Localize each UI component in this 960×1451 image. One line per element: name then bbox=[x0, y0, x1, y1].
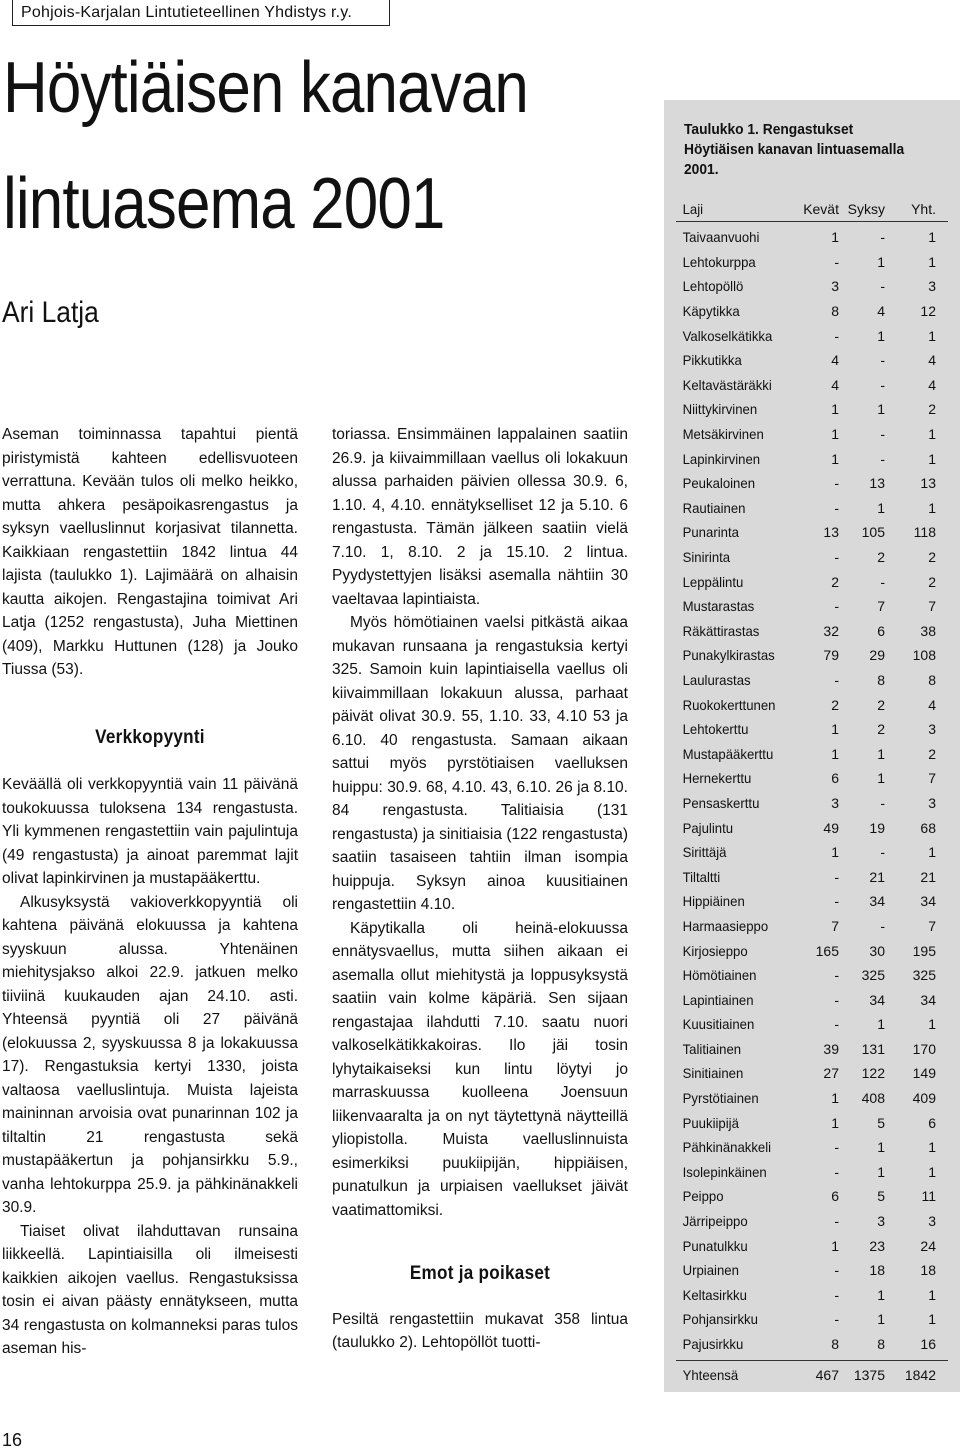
autumn-count: 408 bbox=[861, 1090, 885, 1107]
table-row bbox=[676, 766, 948, 791]
total-count: 2 bbox=[928, 549, 936, 566]
species-name: Pähkinänakkeli bbox=[682, 1139, 772, 1156]
autumn-count: - bbox=[880, 229, 885, 246]
species-name: Sirittäjä bbox=[682, 844, 727, 861]
spring-count: 79 bbox=[823, 647, 839, 664]
species-name: Räkättirastas bbox=[682, 622, 760, 639]
autumn-count: 1 bbox=[877, 327, 885, 344]
spring-count: - bbox=[834, 1016, 839, 1033]
autumn-count: 122 bbox=[861, 1065, 885, 1082]
spring-count: - bbox=[834, 475, 839, 492]
species-name: Hömötiainen bbox=[682, 967, 757, 984]
table-body bbox=[676, 225, 948, 1356]
total-count: 149 bbox=[912, 1065, 936, 1082]
table-row bbox=[676, 250, 948, 275]
total-count: 2 bbox=[928, 745, 936, 762]
species-name: Hernekerttu bbox=[682, 770, 752, 787]
table-row bbox=[676, 1160, 948, 1185]
species-name: Punarinta bbox=[682, 524, 739, 541]
total-count: 12 bbox=[920, 303, 936, 320]
species-name: Lehtokurppa bbox=[682, 253, 756, 270]
table-row bbox=[676, 1307, 948, 1332]
autumn-count: - bbox=[880, 352, 885, 369]
total-count: 1 bbox=[928, 1163, 936, 1180]
species-name: Leppälintu bbox=[682, 573, 744, 590]
table-row bbox=[676, 1233, 948, 1258]
species-name: Lapintiainen bbox=[682, 991, 754, 1008]
species-name: Sinitiainen bbox=[682, 1065, 744, 1082]
spring-count: 1 bbox=[831, 1090, 839, 1107]
article-title-line-2: lintuasema 2001 bbox=[3, 164, 445, 244]
total-count: 170 bbox=[912, 1040, 936, 1057]
autumn-count: 7 bbox=[877, 598, 885, 615]
spring-count: 27 bbox=[823, 1065, 839, 1082]
species-name: Punatulkku bbox=[682, 1237, 748, 1254]
autumn-count: 8 bbox=[877, 1336, 885, 1353]
total-count: 4 bbox=[928, 696, 936, 713]
table-row bbox=[676, 643, 948, 668]
total-count: 1 bbox=[928, 426, 936, 443]
autumn-count: 325 bbox=[861, 967, 885, 984]
total-count: 34 bbox=[920, 893, 936, 910]
spring-count: - bbox=[834, 671, 839, 688]
autumn-count: 5 bbox=[877, 1188, 885, 1205]
spring-count: 3 bbox=[831, 278, 839, 295]
paragraph: toriassa. Ensimmäinen lappalainen saatiin 26.9. ja kiivaimmillaan vaellus oli lokakuun alussa parhaiden päivien ollessa 30.9. 6, 1.10. 4, 4.10. ennätykselliset 12 ja 5.10. 6 rengastusta. Tämän jälkeen saatiin vielä 7.10. 1, 8.10. 2 ja 15.10. 2 lintua. Pyydystettyjen lisäksi asemalla nähtiin 30 vaeltavaa lapintiaista. bbox=[332, 426, 628, 608]
spring-count: 8 bbox=[831, 303, 839, 320]
total-count: 1 bbox=[928, 450, 936, 467]
autumn-count: 5 bbox=[877, 1114, 885, 1131]
spring-count: 6 bbox=[831, 1188, 839, 1205]
section-heading-emot-ja-poikaset: Emot ja poikaset bbox=[409, 1263, 551, 1284]
autumn-count: 1 bbox=[877, 1163, 885, 1180]
spring-count: 165 bbox=[815, 942, 839, 959]
total-count: 18 bbox=[920, 1262, 936, 1279]
species-name: Sinirinta bbox=[682, 549, 731, 566]
table-row bbox=[676, 397, 948, 422]
species-name: Pikkutikka bbox=[682, 352, 742, 369]
autumn-count: 2 bbox=[877, 696, 885, 713]
total-count: 6 bbox=[928, 1114, 936, 1131]
table-row bbox=[676, 323, 948, 348]
species-name: Peukaloinen bbox=[682, 475, 756, 492]
table-row bbox=[676, 914, 948, 939]
species-name: Peippo bbox=[682, 1188, 724, 1205]
total-count: 1 bbox=[928, 229, 936, 246]
spring-count: - bbox=[834, 549, 839, 566]
header-kevat: Kevät bbox=[803, 201, 839, 217]
total-count: 1 bbox=[928, 327, 936, 344]
total-count: 3 bbox=[928, 721, 936, 738]
header-syksy: Syksy bbox=[847, 201, 885, 217]
header-laji: Laji bbox=[682, 201, 704, 217]
species-name: Käpytikka bbox=[682, 303, 740, 320]
total-syksy: 1375 bbox=[853, 1366, 885, 1383]
total-count: 13 bbox=[920, 475, 936, 492]
species-name: Harmaasieppo bbox=[682, 917, 769, 934]
autumn-count: 3 bbox=[877, 1213, 885, 1230]
header-yht: Yht. bbox=[911, 201, 936, 217]
autumn-count: 21 bbox=[869, 868, 885, 885]
table-row bbox=[676, 471, 948, 496]
autumn-count: 2 bbox=[877, 721, 885, 738]
table-row bbox=[676, 422, 948, 447]
spring-count: 3 bbox=[831, 794, 839, 811]
species-name: Puukiipijä bbox=[682, 1114, 739, 1131]
spring-count: 32 bbox=[823, 622, 839, 639]
species-name: Järripeippo bbox=[682, 1213, 748, 1230]
total-count: 325 bbox=[912, 967, 936, 984]
total-yht: 1842 bbox=[904, 1366, 936, 1383]
total-count: 16 bbox=[920, 1336, 936, 1353]
table-row bbox=[676, 840, 948, 865]
autumn-count: 18 bbox=[869, 1262, 885, 1279]
total-count: 38 bbox=[920, 622, 936, 639]
spring-count: - bbox=[834, 598, 839, 615]
total-count: 8 bbox=[928, 671, 936, 688]
species-name: Pyrstötiainen bbox=[682, 1090, 759, 1107]
table-row bbox=[676, 815, 948, 840]
spring-count: 1 bbox=[831, 1114, 839, 1131]
species-name: Niittykirvinen bbox=[682, 401, 758, 418]
autumn-count: 23 bbox=[869, 1237, 885, 1254]
species-name: Mustapääkerttu bbox=[682, 745, 774, 762]
article-column-1 bbox=[2, 423, 298, 1361]
total-count: 1 bbox=[928, 1311, 936, 1328]
spring-count: - bbox=[834, 1262, 839, 1279]
autumn-count: 1 bbox=[877, 1016, 885, 1033]
total-count: 7 bbox=[928, 917, 936, 934]
autumn-count: 1 bbox=[877, 745, 885, 762]
table-row bbox=[676, 496, 948, 521]
total-count: 3 bbox=[928, 278, 936, 295]
spring-count: - bbox=[834, 868, 839, 885]
total-count: 409 bbox=[912, 1090, 936, 1107]
autumn-count: - bbox=[880, 917, 885, 934]
total-count: 1 bbox=[928, 844, 936, 861]
autumn-count: - bbox=[880, 450, 885, 467]
paragraph: Tiaiset olivat ilahduttavan runsaina liikkeellä. Lapintiaisilla oli ilmeisesti kaikkien aikojen vaellus. Rengastuksissa tosin ei aivan päästy ennätykseen, mutta 34 rengastusta on kolmanneksi paras tulos aseman his- bbox=[2, 1222, 298, 1357]
article-title-line-1: Höytiäisen kanavan bbox=[3, 48, 528, 128]
species-name: Mustarastas bbox=[682, 598, 755, 615]
article-column-2 bbox=[332, 423, 628, 1355]
autumn-count: 34 bbox=[869, 991, 885, 1008]
species-name: Urpiainen bbox=[682, 1262, 739, 1279]
autumn-count: 8 bbox=[877, 671, 885, 688]
total-count: 1 bbox=[928, 253, 936, 270]
table-row bbox=[676, 987, 948, 1012]
total-count: 21 bbox=[920, 868, 936, 885]
spring-count: - bbox=[834, 991, 839, 1008]
table-row bbox=[676, 520, 948, 545]
autumn-count: 105 bbox=[861, 524, 885, 541]
table-row bbox=[676, 569, 948, 594]
spring-count: - bbox=[834, 1311, 839, 1328]
spring-count: 1 bbox=[831, 229, 839, 246]
paragraph: Käpytikalla oli heinä-elokuussa ennätysvaellus, mutta siihen aikaan ei asemalla ollut miehitystä ja loppusyksystä saatiin vain kolme käpäriä. Sen sijaan rengastajaa ilahdutti 7.10. saatu nuori valkoselkätikkakoiras. Ilo jäi tosin lyhytaikaiseksi kun lintu löytyi jo marraskuussa kuolleena Joensuun liikenvaaralta ja on nyt täytettynä näytteillä yliopistolla. Muista vaelluslinnuista esimerkiksi puukiipijän, hippiäisen, punatulkun ja urpiaisen vaellukset jäivät vaatimattomiksi. bbox=[332, 919, 628, 1219]
table-caption: Taulukko 1. Rengastukset Höytiäisen kanavan lintuasemalla 2001. bbox=[684, 121, 905, 178]
table-row bbox=[676, 619, 948, 644]
total-count: 4 bbox=[928, 376, 936, 393]
spring-count: 1 bbox=[831, 401, 839, 418]
paragraph: Alkusyksystä vakioverkkopyyntiä oli kahtena päivänä elokuussa ja kahtena syyskuun alussa. Yhtenäinen miehitysjakso alkoi 22.9. jatkuen melko tiiviinä kuukauden ajan 24.10. asti. Yhteensä pyyntiä oli 27 päivänä (elokuussa 2, syyskuussa 8 ja lokakuussa 17). Rengastuksia kertyi 1330, joista valtaosa vaelluslintuja. Muista lajeista maininnan arvoisia ovat punarinnan 102 ja tiltaltin 21 rengastusta sekä mustapääkertun ja pohjansirkku 5.9., vanha lehtokurppa 25.9. ja pähkinänakkeli 30.9. bbox=[2, 893, 298, 1216]
ringing-table bbox=[676, 197, 948, 1388]
table-row bbox=[676, 692, 948, 717]
species-name: Hippiäinen bbox=[682, 893, 745, 910]
table-row bbox=[676, 668, 948, 693]
table-row bbox=[676, 864, 948, 889]
autumn-count: - bbox=[880, 794, 885, 811]
total-count: 4 bbox=[928, 352, 936, 369]
spring-count: 4 bbox=[831, 352, 839, 369]
total-count: 1 bbox=[928, 1139, 936, 1156]
spring-count: - bbox=[834, 253, 839, 270]
species-name: Laulurastas bbox=[682, 671, 751, 688]
species-name: Kuusitiainen bbox=[682, 1016, 755, 1033]
table-row bbox=[676, 1110, 948, 1135]
species-name: Keltasirkku bbox=[682, 1286, 747, 1303]
spring-count: 7 bbox=[831, 917, 839, 934]
paragraph: Pesiltä rengastettiin mukavat 358 lintua (taulukko 2). Lehtopöllöt tuotti- bbox=[332, 1310, 628, 1351]
paragraph: Keväällä oli verkkopyyntiä vain 11 päivänä toukokuussa tuloksena 134 rengastusta. Yli kymmenen rengastettiin vain pajulintuja (49 rengastusta) ja ainoat paremmat lajit olivat lapinkirvinen ja mustapääkerttu. bbox=[2, 776, 298, 887]
total-count: 34 bbox=[920, 991, 936, 1008]
autumn-count: 1 bbox=[877, 770, 885, 787]
table-row bbox=[676, 1037, 948, 1062]
table-row bbox=[676, 545, 948, 570]
table-row bbox=[676, 1184, 948, 1209]
table-row bbox=[676, 938, 948, 963]
table-row bbox=[676, 1332, 948, 1357]
total-count: 1 bbox=[928, 1286, 936, 1303]
total-count: 68 bbox=[920, 819, 936, 836]
autumn-count: 1 bbox=[877, 401, 885, 418]
total-count: 3 bbox=[928, 1213, 936, 1230]
spring-count: 13 bbox=[823, 524, 839, 541]
table-row bbox=[676, 1135, 948, 1160]
autumn-count: 1 bbox=[877, 1311, 885, 1328]
table-row bbox=[676, 446, 948, 471]
autumn-count: 19 bbox=[869, 819, 885, 836]
total-count: 11 bbox=[921, 1188, 936, 1205]
table-row bbox=[676, 889, 948, 914]
total-kevat: 467 bbox=[815, 1366, 839, 1383]
autumn-count: 1 bbox=[877, 1286, 885, 1303]
spring-count: 1 bbox=[831, 745, 839, 762]
spring-count: - bbox=[834, 1213, 839, 1230]
table-row bbox=[676, 1258, 948, 1283]
autumn-count: - bbox=[880, 573, 885, 590]
spring-count: 1 bbox=[831, 844, 839, 861]
table-row bbox=[676, 1012, 948, 1037]
table-header-row bbox=[676, 197, 948, 222]
publisher-header: Pohjois-Karjalan Lintutieteellinen Yhdistys r.y. bbox=[12, 0, 390, 26]
total-count: 24 bbox=[920, 1237, 936, 1254]
total-count: 118 bbox=[913, 524, 936, 541]
total-count: 195 bbox=[912, 942, 936, 959]
species-name: Kirjosieppo bbox=[682, 942, 748, 959]
spring-count: 1 bbox=[831, 426, 839, 443]
table-row bbox=[676, 299, 948, 324]
spring-count: 8 bbox=[831, 1336, 839, 1353]
total-count: 7 bbox=[928, 598, 936, 615]
species-name: Keltavästäräkki bbox=[682, 376, 772, 393]
table-row bbox=[676, 1061, 948, 1086]
total-count: 1 bbox=[928, 499, 936, 516]
spring-count: - bbox=[834, 327, 839, 344]
autumn-count: - bbox=[880, 844, 885, 861]
spring-count: 1 bbox=[831, 1237, 839, 1254]
autumn-count: 4 bbox=[877, 303, 885, 320]
species-name: Lehtopöllö bbox=[682, 278, 744, 295]
autumn-count: - bbox=[880, 278, 885, 295]
species-name: Pohjansirkku bbox=[682, 1311, 758, 1328]
page-number: 16 bbox=[2, 1430, 23, 1450]
total-label: Yhteensä bbox=[682, 1366, 739, 1383]
species-name: Ruokokerttunen bbox=[682, 696, 776, 713]
table-row bbox=[676, 1209, 948, 1234]
section-heading-verkkopyynti: Verkkopyynti bbox=[95, 726, 205, 748]
table-row bbox=[676, 348, 948, 373]
species-name: Lehtokerttu bbox=[682, 721, 749, 738]
species-name: Valkoselkätikka bbox=[682, 327, 773, 344]
spring-count: - bbox=[834, 1139, 839, 1156]
spring-count: - bbox=[834, 967, 839, 984]
table-sidebar bbox=[664, 100, 960, 1392]
species-name: Taivaanvuohi bbox=[682, 229, 760, 246]
autumn-count: 1 bbox=[877, 1139, 885, 1156]
spring-count: 1 bbox=[831, 450, 839, 467]
spring-count: 2 bbox=[831, 696, 839, 713]
autumn-count: 2 bbox=[877, 549, 885, 566]
autumn-count: 30 bbox=[869, 942, 885, 959]
species-name: Metsäkirvinen bbox=[682, 426, 764, 443]
table-row bbox=[676, 963, 948, 988]
autumn-count: - bbox=[880, 426, 885, 443]
table-row bbox=[676, 225, 948, 250]
autumn-count: 13 bbox=[869, 475, 885, 492]
table-row bbox=[676, 1283, 948, 1308]
autumn-count: 1 bbox=[877, 499, 885, 516]
table-row bbox=[676, 1086, 948, 1111]
spring-count: - bbox=[834, 1286, 839, 1303]
spring-count: 39 bbox=[823, 1040, 839, 1057]
table-row bbox=[676, 594, 948, 619]
species-name: Talitiainen bbox=[682, 1040, 742, 1057]
autumn-count: 29 bbox=[869, 647, 885, 664]
table-row bbox=[676, 373, 948, 398]
table-row bbox=[676, 274, 948, 299]
species-name: Pajulintu bbox=[682, 819, 734, 836]
autumn-count: 1 bbox=[877, 253, 885, 270]
spring-count: 6 bbox=[831, 770, 839, 787]
paragraph: Aseman toiminnassa tapahtui pientä piristymistä kahteen edellisvuoteen verrattuna. Kevään tulos oli melko heikko, mutta ahkera pesäpoikasrengastus ja syksyn vaelluslinnut korjasivat tilannetta. Kaikkiaan rengastettiin 1842 lintua 44 lajista (taulukko 1). Lajimäärä on alhaisin kautta aikojen. Rengastajina toimivat Ari Latja (1252 rengastusta), Juha Miettinen (409), Markku Huttunen (128) ja Jouko Tiussa (53). bbox=[2, 426, 298, 678]
total-count: 3 bbox=[928, 794, 936, 811]
spring-count: 49 bbox=[823, 819, 839, 836]
autumn-count: 131 bbox=[861, 1040, 885, 1057]
total-count: 2 bbox=[928, 573, 936, 590]
article-author: Ari Latja bbox=[2, 296, 99, 329]
autumn-count: 6 bbox=[877, 622, 885, 639]
autumn-count: - bbox=[880, 376, 885, 393]
table-row bbox=[676, 791, 948, 816]
spring-count: 4 bbox=[831, 376, 839, 393]
autumn-count: 34 bbox=[869, 893, 885, 910]
species-name: Rautiainen bbox=[682, 499, 746, 516]
total-count: 7 bbox=[928, 770, 936, 787]
table-total-row bbox=[676, 1360, 948, 1388]
spring-count: - bbox=[834, 499, 839, 516]
species-name: Pajusirkku bbox=[682, 1336, 744, 1353]
species-name: Isolepinkäinen bbox=[682, 1163, 767, 1180]
spring-count: - bbox=[834, 893, 839, 910]
table-row bbox=[676, 717, 948, 742]
species-name: Lapinkirvinen bbox=[682, 450, 761, 467]
spring-count: 1 bbox=[831, 721, 839, 738]
species-name: Tiltaltti bbox=[682, 868, 721, 885]
total-count: 1 bbox=[928, 1016, 936, 1033]
total-count: 2 bbox=[928, 401, 936, 418]
spring-count: - bbox=[834, 1163, 839, 1180]
total-count: 108 bbox=[912, 647, 936, 664]
species-name: Punakylkirastas bbox=[682, 647, 775, 664]
paragraph: Myös hömötiainen vaelsi pitkästä aikaa mukavan runsaana ja rengastuksia kertyi 325. Samoin kuin lapintiaisella vaellus oli kiivaimmillaan lokakuun alussa, parhaat päivät olivat 30.9. 55, 1.10. 33, 4.10 53 ja 6.10. 40 rengastusta. Samaan aikaan sattui myös pyrstötiaisen vaelluksen huippu: 30.9. 68, 4.10. 43, 6.10. 26 ja 8.10. 84 rengastusta. Talitiaisia (131 rengastusta) ja sinitiaisia (122 rengastusta) saatiin tasaiseen tahtiin ilman isompia huippuja. Syksyn ainoa kuusitiainen rengastettiin 4.10. bbox=[332, 614, 628, 913]
spring-count: 2 bbox=[831, 573, 839, 590]
table-row bbox=[676, 741, 948, 766]
species-name: Pensaskerttu bbox=[682, 794, 760, 811]
